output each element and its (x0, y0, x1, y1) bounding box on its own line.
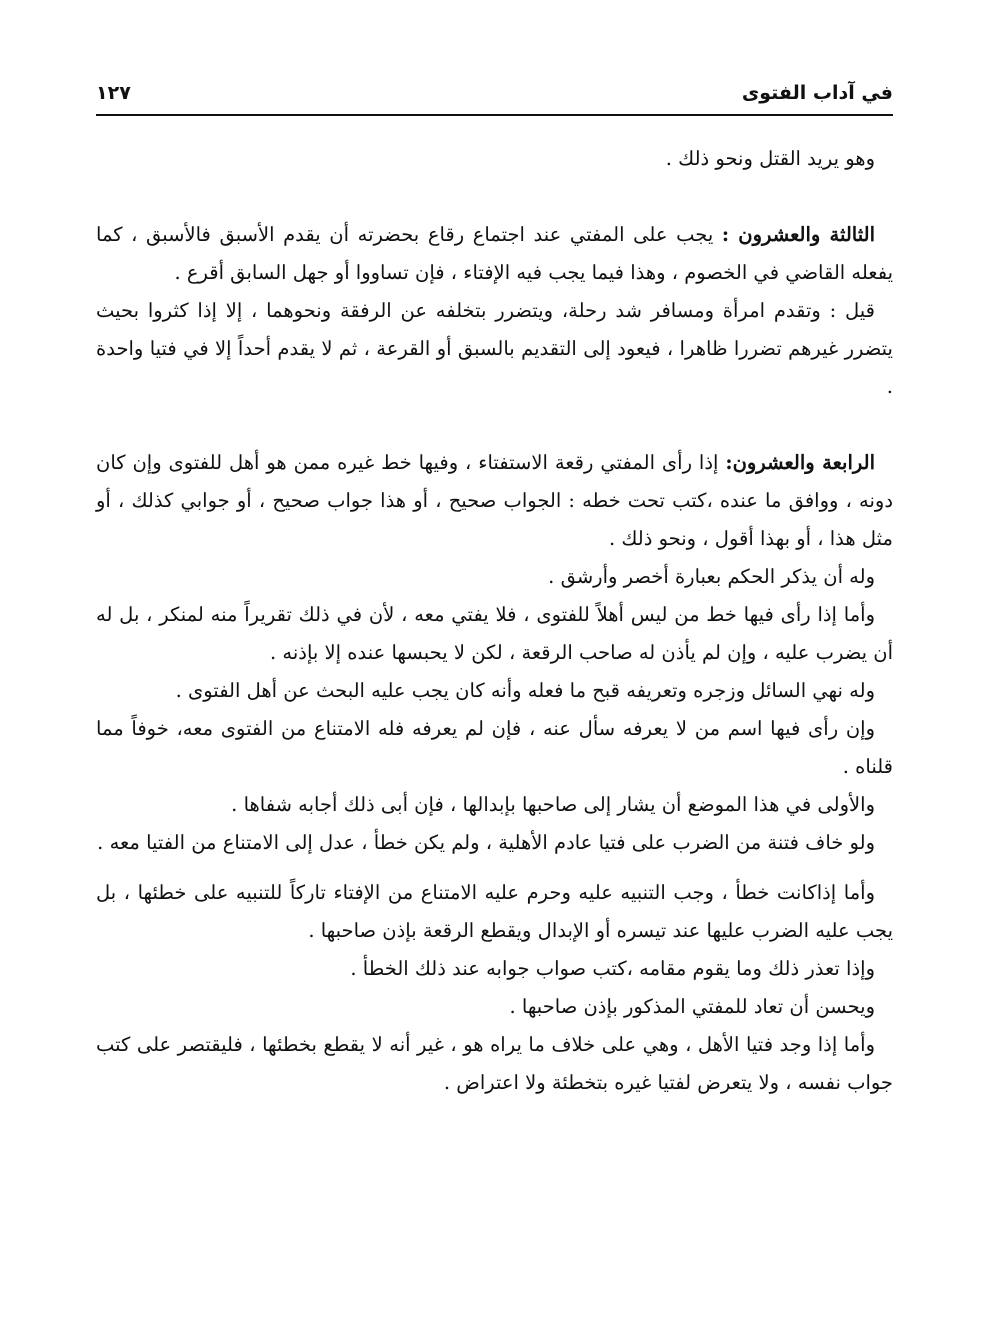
paragraph: ويحسن أن تعاد للمفتي المذكور بإذن صاحبها . (509, 995, 875, 1018)
section-24 (96, 444, 893, 558)
paragraph: وإذا تعذر ذلك وما يقوم مقامه ،كتب صواب جوابه عند ذلك الخطأ . (350, 957, 875, 980)
page-number: ١٢٧ (96, 82, 131, 104)
section-spacer (96, 178, 893, 216)
paragraph: وله أن يذكر الحكم بعبارة أخصر وأرشق . (548, 565, 875, 588)
section-24-title: الرابعة والعشرون: (725, 451, 875, 474)
section-24-text: إذا رأى المفتي رقعة الاستفتاء ، وفيها خط غيره ممن هو أهل للفتوى وإن كان دونه ، ووافق ما عنده ،كتب تحت خطه : الجواب صحيح ، أو هذا جواب صحيح ، أو جوابي كذلك ، أو مثل هذا ، أو بهذا أقول ، ونحو ذلك . (96, 451, 893, 550)
section-spacer (96, 406, 893, 444)
section-23-title: الثالثة والعشرون : (721, 223, 875, 246)
paragraph: وأما إذا رأى فيها خط من ليس أهلاً للفتوى ، فلا يفتي معه ، لأن في ذلك تقريراً منه لمنكر ، بل له أن يضرب عليه ، وإن لم يأذن له صاحب الرقعة ، لكن لا يحبسها عنده إلا بإذنه . (96, 603, 893, 664)
page-header (96, 68, 893, 104)
paragraph: وأما إذاكانت خطأ ، وجب التنبيه عليه وحرم عليه الامتناع من الإفتاء تاركاً للتنبيه على خطئها ، بل يجب عليه الضرب عليها عند تيسره أو الإبدال ويقطع الرقعة بإذن صاحبها . (96, 881, 893, 942)
paragraph-continuation: وهو يريد القتل ونحو ذلك . (665, 147, 875, 170)
section-23-text: يجب على المفتي عند اجتماع رقاع بحضرته أن يقدم الأسبق فالأسبق ، كما يفعله القاضي في الخصوم ، وهذا فيما يجب فيه الإفتاء ، فإن تساووا أو جهل السابق أقرع . (96, 223, 893, 284)
paragraph-spacer (96, 862, 893, 874)
paragraph: والأولى في هذا الموضع أن يشار إلى صاحبها بإبدالها ، فإن أبى ذلك أجابه شفاها . (231, 793, 875, 816)
paragraph: ولو خاف فتنة من الضرب على فتيا عادم الأهلية ، ولم يكن خطأ ، عدل إلى الامتناع من الفتيا معه . (97, 831, 875, 854)
section-23 (96, 216, 893, 292)
running-title: في آداب الفتوى (741, 82, 893, 104)
header-rule (96, 114, 893, 116)
paragraph: وأما إذا وجد فتيا الأهل ، وهي على خلاف ما يراه هو ، غير أنه لا يقطع بخطئها ، فليقتصر على كتب جواب نفسه ، ولا يتعرض لفتيا غيره بتخطئة ولا اعتراض . (96, 1033, 893, 1094)
page-body (96, 140, 893, 1102)
paragraph: قيل : وتقدم امرأة ومسافر شد رحلة، ويتضرر بتخلفه عن الرفقة ونحوهما ، إلا إذا كثروا بحيث يتضرر غيرهم تضررا ظاهرا ، فيعود إلى التقديم بالسبق أو القرعة ، ثم لا يقدم أحداً إلا في فتيا واحدة . (96, 299, 893, 398)
paragraph: وله نهي السائل وزجره وتعريفه قبح ما فعله وأنه كان يجب عليه البحث عن أهل الفتوى . (175, 679, 875, 702)
paragraph: وإن رأى فيها اسم من لا يعرفه سأل عنه ، فإن لم يعرفه فله الامتناع من الفتوى معه، خوفاً مما قلناه . (96, 717, 893, 778)
